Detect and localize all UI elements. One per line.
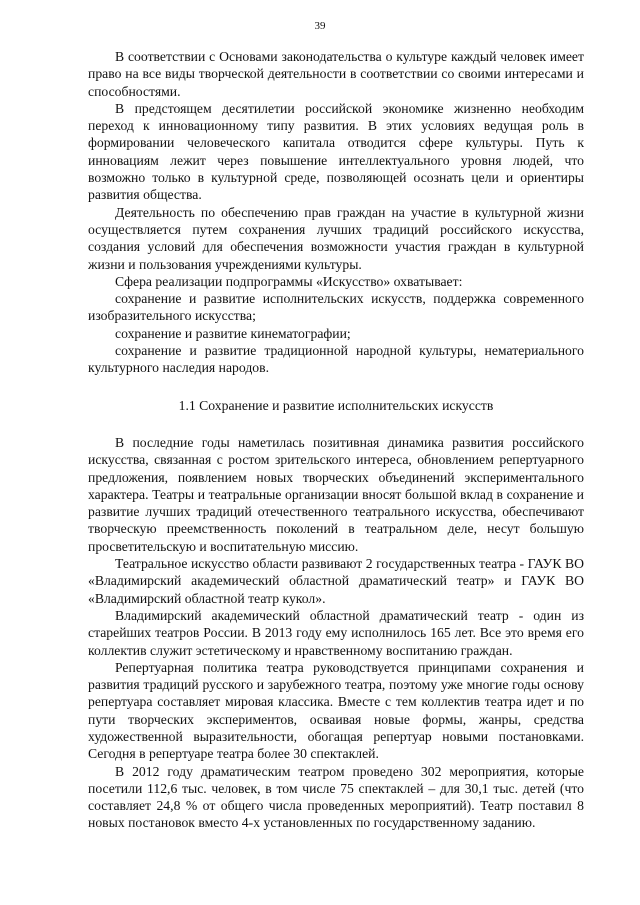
- paragraph-drama-theatre: Владимирский академический областной драматический театр - один из старейших театров России. В 2013 году ему исполнилось 165 лет. Все это время его коллектив служит эстетическому и нравственному воспитанию граждан.: [88, 607, 584, 658]
- page-body: [88, 48, 584, 832]
- scope-item-cinematography: сохранение и развитие кинематографии;: [115, 325, 351, 341]
- paragraph-dynamics: В последние годы наметилась позитивная динамика развития российского искусства, связанная с ростом зрительского интереса, обновлением репертуарного предложения, появлением новых творческих объединений экспериментального характера. Театры и театральные организации вносят большой вклад в сохранение и развитие лучших традиций отечественного театрального искусства, обеспечивают творческую преемственность поколений в театральном деле, несут большую просветительскую и воспитательную миссию.: [88, 434, 584, 554]
- paragraph-repertoire-policy: Репертуарная политика театра руководствуется принципами сохранения и развития традиций русского и зарубежного театра, поэтому уже многие годы основу репертуара составляет мировая классика. Вместе с тем коллектив театра идет и по пути творческих экспериментов, осваивая новые формы, жанры, средства художественной выразительности, обогащая репертуар новыми постановками. Сегодня в репертуаре театра более 30 спектаклей.: [88, 659, 584, 762]
- page-number: 39: [314, 20, 326, 32]
- scope-item-folk-culture: сохранение и развитие традиционной народной культуры, нематериального культурного наследия народов.: [88, 343, 584, 376]
- paragraph-statistics-2012: В 2012 году драматическим театром проведено 302 мероприятия, которые посетили 112,6 тыс. человек, в том числе 75 спектаклей – для 30,1 тыс. детей (что составляет 24,8 % от общего числа проведенных мероприятий). Театр поставил 8 новых постановок вместо 4-х установленных по государственному заданию.: [88, 763, 584, 831]
- section-heading: 1.1 Сохранение и развитие исполнительских искусств: [178, 397, 494, 413]
- paragraph-regional-theatres: Театральное искусство области развивают 2 государственных театра - ГАУК ВО «Владимирский академический областной драматический театр» и ГАУК ВО «Владимирский областной театр кукол».: [88, 556, 584, 606]
- scope-item-performing-arts: сохранение и развитие исполнительских искусств, поддержка современного изобразительного искусства;: [88, 291, 584, 324]
- paragraph-rights: В соответствии с Основами законодательства о культуре каждый человек имеет право на все виды творческой деятельности в соответствии со своими интересами и способностями.: [88, 49, 584, 99]
- paragraph-participation: Деятельность по обеспечению прав граждан на участие в культурной жизни осуществляется путем сохранения лучших традиций российского искусства, создания условий для обеспечения возможности участия граждан в культурной жизни и пользования учреждениями культуры.: [88, 204, 584, 272]
- paragraph-innovation: В предстоящем десятилетии российской экономике жизненно необходим переход к инновационному типу развития. В этих условиях ведущая роль в формировании человеческого капитала отводится сфере культуры. Путь к инновациям лежит через повышение интеллектуального уровня людей, что возможно только в культурной среде, позволяющей осознать цели и ориентиры развития общества.: [88, 100, 584, 203]
- paragraph-scope-intro: Сфера реализации подпрограммы «Искусство» охватывает:: [115, 273, 463, 289]
